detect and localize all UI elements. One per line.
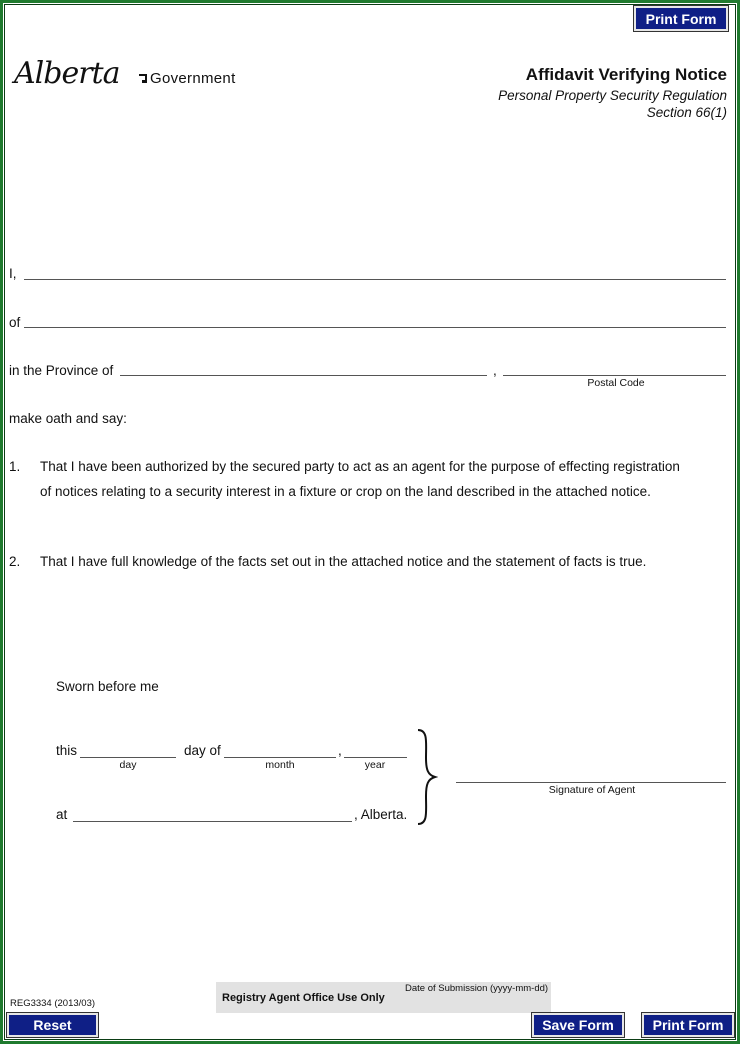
logo-script: Alberta bbox=[14, 56, 120, 91]
form-code: REG3334 (2013/03) bbox=[10, 998, 96, 1009]
i-label: I, bbox=[9, 266, 17, 281]
reset-button[interactable]: Reset bbox=[7, 1013, 98, 1037]
province-comma: , bbox=[493, 363, 497, 378]
office-use-label: Registry Agent Office Use Only bbox=[222, 992, 385, 1004]
save-form-button[interactable]: Save Form bbox=[532, 1013, 624, 1037]
year-field[interactable] bbox=[344, 757, 407, 758]
logo-government: Government bbox=[150, 70, 236, 87]
alberta-label: , Alberta. bbox=[354, 807, 408, 822]
name-field[interactable] bbox=[24, 279, 726, 280]
month-comma: , bbox=[338, 743, 342, 758]
year-caption: year bbox=[364, 759, 386, 771]
logo-mark-icon bbox=[136, 72, 150, 86]
form-title: Affidavit Verifying Notice bbox=[525, 65, 727, 84]
print-form-button-top[interactable]: Print Form bbox=[634, 6, 728, 31]
this-label: this bbox=[56, 743, 78, 758]
statement-1-line-1: That I have been authorized by the secured party to act as an agent for the purpose of effecting registration bbox=[40, 459, 680, 474]
of-label: of bbox=[9, 315, 21, 330]
form-section: Section 66(1) bbox=[646, 105, 727, 120]
date-submission-label: Date of Submission (yyyy-mm-dd) bbox=[405, 983, 549, 994]
postal-code-caption: Postal Code bbox=[587, 377, 645, 389]
statement-1-number: 1. bbox=[9, 459, 21, 474]
month-field[interactable] bbox=[224, 757, 336, 758]
make-oath-text: make oath and say: bbox=[9, 411, 127, 426]
signature-field[interactable] bbox=[456, 782, 726, 783]
day-caption: day bbox=[119, 759, 137, 771]
postal-code-field[interactable] bbox=[503, 375, 726, 376]
province-label: in the Province of bbox=[9, 363, 114, 378]
statement-1-line-2: of notices relating to a security interest in a fixture or crop on the land described in the attached notice. bbox=[40, 484, 651, 499]
statement-2-line-1: That I have full knowledge of the facts set out in the attached notice and the statement of facts is true. bbox=[40, 554, 647, 569]
statement-2-number: 2. bbox=[9, 554, 21, 569]
day-of-label: day of bbox=[184, 743, 221, 758]
province-field[interactable] bbox=[120, 375, 487, 376]
alberta-logo bbox=[12, 56, 242, 96]
brace-icon bbox=[414, 728, 438, 826]
signature-caption: Signature of Agent bbox=[548, 784, 636, 796]
sworn-heading: Sworn before me bbox=[56, 679, 159, 694]
office-use-box bbox=[216, 982, 551, 1013]
form-subtitle: Personal Property Security Regulation bbox=[498, 88, 727, 103]
print-form-button-bottom[interactable]: Print Form bbox=[642, 1013, 734, 1037]
at-label: at bbox=[56, 807, 68, 822]
address-field[interactable] bbox=[24, 327, 726, 328]
month-caption: month bbox=[265, 759, 295, 771]
day-field[interactable] bbox=[80, 757, 176, 758]
location-field[interactable] bbox=[73, 821, 352, 822]
